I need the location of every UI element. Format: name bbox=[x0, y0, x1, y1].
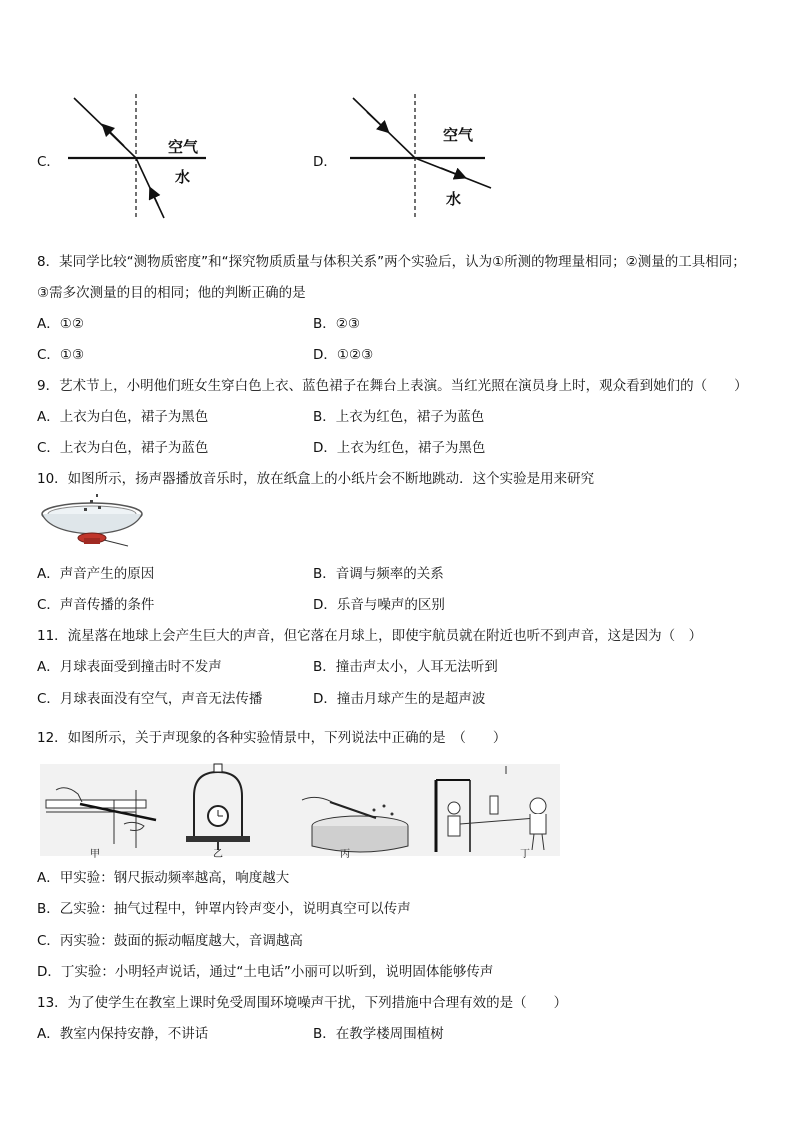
q8-option-b[interactable]: B．②③ bbox=[313, 316, 360, 332]
q12-label-ding: 丁 bbox=[520, 849, 530, 860]
q8-option-c[interactable]: C．①③ bbox=[37, 347, 85, 363]
q9-option-b[interactable]: B．上衣为红色，裙子为蓝色 bbox=[313, 409, 485, 425]
q7d-water-label: 水 bbox=[446, 190, 462, 208]
q12-option-b[interactable]: B．乙实验：抽气过程中，钟罩内铃声变小，说明真空可以传声 bbox=[37, 901, 411, 917]
q11-option-c[interactable]: C．月球表面没有空气，声音无法传播 bbox=[37, 691, 263, 707]
q7c-air-label: 空气 bbox=[168, 138, 199, 156]
q11-option-d[interactable]: D．撞击月球产生的是超声波 bbox=[313, 691, 486, 707]
q12-option-d[interactable]: D．丁实验：小明轻声说话，通过“土电话”小丽可以听到，说明固体能够传声 bbox=[37, 964, 494, 980]
q7d-air-label: 空气 bbox=[443, 126, 474, 144]
q7-option-c-label: C． bbox=[37, 154, 60, 170]
q10-stem: 10．如图所示，扬声器播放音乐时，放在纸盒上的小纸片会不断地跳动．这个实验是用来研究 bbox=[37, 471, 595, 487]
q12-option-a[interactable]: A．甲实验：钢尺振动频率越高，响度越大 bbox=[37, 870, 290, 886]
q11-stem: 11．流星落在地球上会产生巨大的声音，但它落在月球上，即使宇航员就在附近也听不到声音，这是因为（ ） bbox=[37, 628, 703, 644]
q8-option-d[interactable]: D．①②③ bbox=[313, 347, 374, 363]
q9-option-d[interactable]: D．上衣为红色，裙子为黑色 bbox=[313, 440, 486, 456]
ray-upper bbox=[74, 98, 136, 158]
q10-option-c[interactable]: C．声音传播的条件 bbox=[37, 597, 155, 613]
q10-option-b[interactable]: B．音调与频率的关系 bbox=[313, 566, 444, 582]
q8-stem-line2: ③需多次测量的目的相同；他的判断正确的是 bbox=[37, 285, 306, 301]
q11-option-a[interactable]: A．月球表面受到撞击时不发声 bbox=[37, 659, 222, 675]
q13-option-a[interactable]: A．教室内保持安静，不讲话 bbox=[37, 1026, 209, 1042]
q9-stem: 9．艺术节上，小明他们班女生穿白色上衣、蓝色裙子在舞台上表演。当红光照在演员身上时，观众看到她们的（ ） bbox=[37, 378, 748, 394]
q8-stem-line1: 8．某同学比较“测物质密度”和“探究物质质量与体积关系”两个实验后，认为①所测的物理量相同；②测量的工具相同； bbox=[37, 254, 746, 270]
q7-option-d-label: D． bbox=[313, 154, 337, 170]
q9-option-c[interactable]: C．上衣为白色，裙子为蓝色 bbox=[37, 440, 209, 456]
q12-option-c[interactable]: C．丙实验：鼓面的振动幅度越大，音调越高 bbox=[37, 933, 303, 949]
q12-stem: 12．如图所示，关于声现象的各种实验情景中，下列说法中正确的是 （ ） bbox=[37, 730, 507, 746]
q10-option-a[interactable]: A．声音产生的原因 bbox=[37, 566, 155, 582]
q9-option-a[interactable]: A．上衣为白色，裙子为黑色 bbox=[37, 409, 209, 425]
q13-option-b[interactable]: B．在教学楼周围植树 bbox=[313, 1026, 444, 1042]
q12-label-jia: 甲 bbox=[90, 849, 100, 860]
q12-figure-strip bbox=[40, 760, 560, 858]
q10-option-d[interactable]: D．乐音与噪声的区别 bbox=[313, 597, 445, 613]
q11-option-b[interactable]: B．撞击声太小，人耳无法听到 bbox=[313, 659, 498, 675]
q7c-water-label: 水 bbox=[175, 168, 191, 186]
q12-label-yi: 乙 bbox=[213, 849, 223, 860]
q10-speaker-figure bbox=[38, 494, 150, 552]
ray-lower bbox=[136, 158, 164, 218]
q7-figure-d bbox=[345, 92, 495, 220]
q8-option-a[interactable]: A．①② bbox=[37, 316, 84, 332]
q12-label-bing: 丙 bbox=[340, 849, 350, 860]
q13-stem: 13．为了使学生在教室上课时免受周围环境噪声干扰，下列措施中合理有效的是（ ） bbox=[37, 995, 568, 1011]
